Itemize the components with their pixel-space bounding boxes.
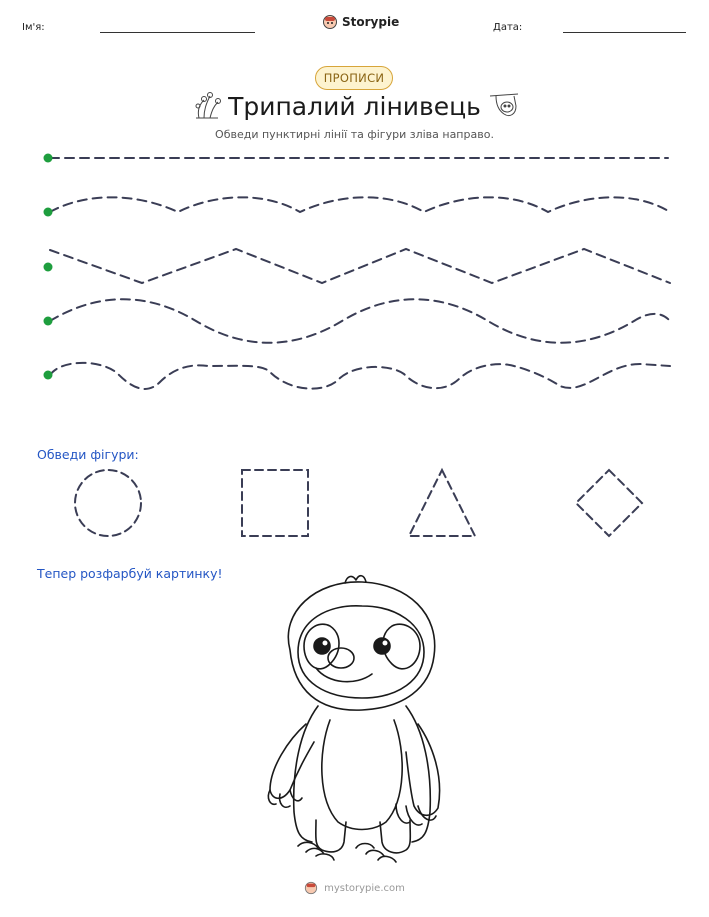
date-label: Дата: bbox=[493, 22, 523, 33]
sloth-coloring-picture[interactable] bbox=[268, 576, 439, 862]
start-dot-1 bbox=[44, 154, 53, 163]
category-badge: ПРОПИСИ bbox=[315, 66, 393, 90]
footer-site[interactable]: mystorypie.com bbox=[324, 882, 405, 894]
storypie-mascot-icon bbox=[304, 881, 318, 895]
shapes-heading: Обведи фігури: bbox=[37, 447, 139, 462]
hanging-sloth-icon bbox=[490, 94, 518, 116]
trace-triangle[interactable] bbox=[409, 470, 475, 536]
instructions: Обведи пунктирні лінії та фігури зліва направо. bbox=[215, 128, 494, 141]
tracing-line-zigzag[interactable] bbox=[50, 249, 670, 283]
trace-square[interactable] bbox=[242, 470, 308, 536]
start-dot-5 bbox=[44, 371, 53, 380]
brand-name: Storypie bbox=[342, 15, 400, 29]
coral-icon bbox=[196, 93, 221, 119]
start-dot-3 bbox=[44, 263, 53, 272]
start-dot-2 bbox=[44, 208, 53, 217]
tracing-line-wave-1[interactable] bbox=[50, 197, 670, 212]
start-dot-4 bbox=[44, 317, 53, 326]
tracing-line-wave-2[interactable] bbox=[50, 299, 670, 343]
name-label: Ім'я: bbox=[22, 22, 45, 33]
footer bbox=[0, 881, 709, 895]
page-title: Трипалий лінивець bbox=[228, 92, 481, 121]
trace-circle[interactable] bbox=[75, 470, 141, 536]
coloring-heading: Тепер розфарбуй картинку! bbox=[37, 566, 223, 581]
tracing-line-wave-3[interactable] bbox=[50, 363, 670, 389]
trace-diamond[interactable] bbox=[576, 470, 642, 536]
